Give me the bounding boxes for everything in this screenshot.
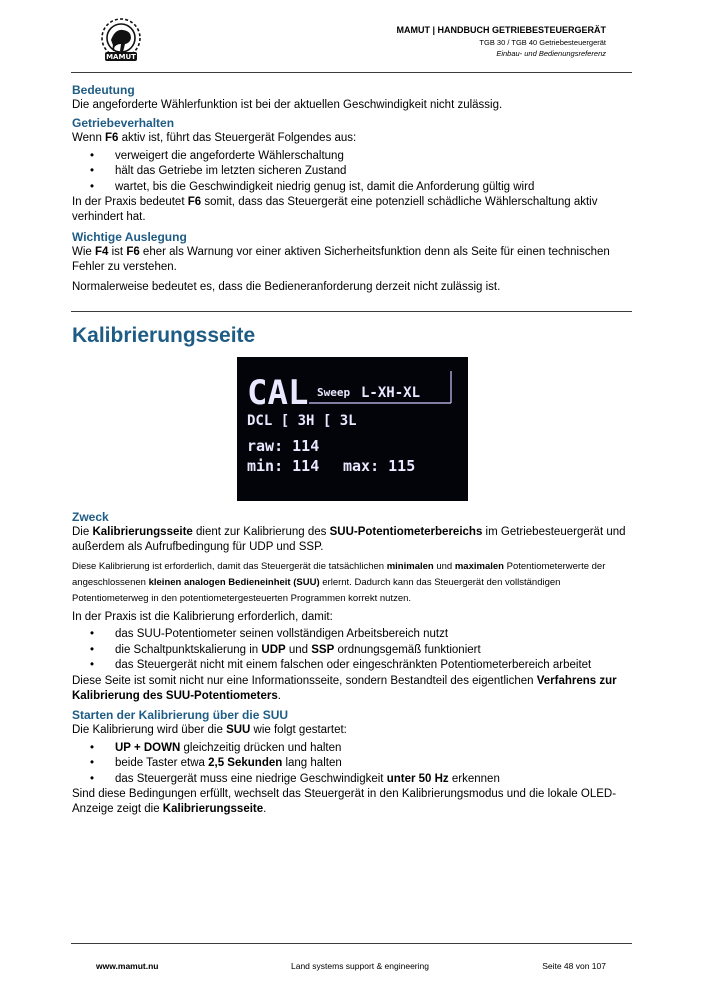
heading-starten-kalibrierung: Starten der Kalibrierung über die SUU [72,708,289,723]
oled-sweep-label: Sweep [317,386,351,400]
paragraph-normalerweise: Normalerweise bedeutet es, dass die Bedieneranforderung derzeit nicht zulässig ist. [72,280,501,293]
paragraph-abschluss: Sind diese Bedingungen erfüllt, wechselt das Steuergerät in den Kalibrierungsmodus und die lokale OLED-Anzeige zeigt die Kalibrierungsseite. [72,787,617,816]
list-item: • beide Taster etwa 2,5 Sekunden lang halten [72,756,632,771]
header-divider [71,72,632,73]
footer-company: Land systems support & engineering [291,961,429,971]
footer-website-link[interactable]: www.mamut.nu [96,961,159,971]
header-title: MAMUT | HANDBUCH GETRIEBESTEUERGERÄT [396,25,606,35]
paragraph-informationsseite: Diese Seite ist somit nicht nur eine Informationsseite, sondern Bestandteil des eigentlichen Verfahrens zur Kalibrierung des SUU-Potentiometers. [72,674,617,702]
paragraph-getriebeverhalten: Wenn F6 aktiv ist, führt das Steuergerät Folgendes aus: [72,132,357,145]
header-subtitle: TGB 30 / TGB 40 Getriebesteuergerät [479,38,606,47]
list-item: • wartet, bis die Geschwindigkeit niedrig genug ist, damit die Anforderung gültig wird [72,180,632,195]
paragraph-bedeutung: Die angeforderte Wählerfunktion ist bei der aktuellen Geschwindigkeit nicht zulässig. [72,99,503,111]
section-title: Kalibrierungsseite [72,324,256,348]
list-item: • das Steuergerät nicht mit einem falschen oder eingeschränkten Potentiometerbereich arbeitet [72,658,632,673]
section-divider [71,311,632,312]
svg-text:MAMUT: MAMUT [106,53,136,61]
list-starten-schritte [72,741,632,787]
heading-getriebeverhalten: Getriebeverhalten [72,116,175,131]
company-logo [94,16,148,64]
list-item: • verweigert die angeforderte Wählerschaltung [72,149,632,164]
list-item: • UP + DOWN gleichzeitig drücken und halten [72,741,632,756]
oled-max: max: 115 [343,457,416,476]
heading-bedeutung: Bedeutung [72,83,135,97]
list-getriebeverhalten [72,149,632,195]
oled-raw: raw: 114 [247,437,320,456]
paragraph-kalibrierung-erklaerung: Diese Kalibrierung ist erforderlich, damit das Steuergerät die tatsächlichen minimalen und maximalen Potentiometerwerte der angeschlossenen kleinen analogen Bedieneinheit (SUU) erlernt. Dadurch kann das Steuergerät den vollständigen Potentiometerweg in den potentiometergesteuerten Programmen korrekt nutzen. [72,560,606,604]
oled-display-image [237,357,468,501]
heading-zweck: Zweck [72,510,109,525]
document-body [72,83,632,818]
list-item: • hält das Getriebe im letzten sicheren Zustand [72,164,632,179]
footer-page-number: Seite 48 von 107 [542,961,606,971]
oled-cal-text: CAL [247,373,309,414]
heading-wichtige-auslegung: Wichtige Auslegung [72,229,187,244]
oled-min: min: 114 [247,457,320,476]
paragraph-zweck: Die Kalibrierungsseite dient zur Kalibrierung des SUU-Potentiometerbereichs im Getriebesteuergerät und außerdem als Aufrufbedingung für UDP und SSP. [72,526,626,554]
paragraph-starten: Die Kalibrierung wird über die SUU wie folgt gestartet: [72,724,347,737]
header-reference: Einbau- und Bedienungsreferenz [496,49,606,58]
footer-divider [71,943,632,944]
list-item: • die Schaltpunktskalierung in UDP und SSP ordnungsgemäß funktioniert [72,643,632,658]
oled-line2: DCL [ 3H [ 3L [247,413,357,430]
list-item: • das SUU-Potentiometer seinen vollständigen Arbeitsbereich nutzt [72,627,632,642]
list-item: • das Steuergerät muss eine niedrige Geschwindigkeit unter 50 Hz erkennen [72,772,632,787]
paragraph-praxis-kalibrierung: In der Praxis ist die Kalibrierung erforderlich, damit: [72,610,333,623]
paragraph-wichtige-auslegung: Wie F4 ist F6 eher als Warnung vor einer aktiven Sicherheitsfunktion denn als Seite für einen technischen Fehler zu verstehen. [72,245,610,274]
list-kalibrierung-zweck [72,627,632,673]
paragraph-praxis-f6: In der Praxis bedeutet F6 somit, dass das Steuergerät eine potenziell schädliche Wählerschaltung aktiv verhindert hat. [72,196,598,224]
oled-sweep-value: L-XH-XL [361,385,421,402]
